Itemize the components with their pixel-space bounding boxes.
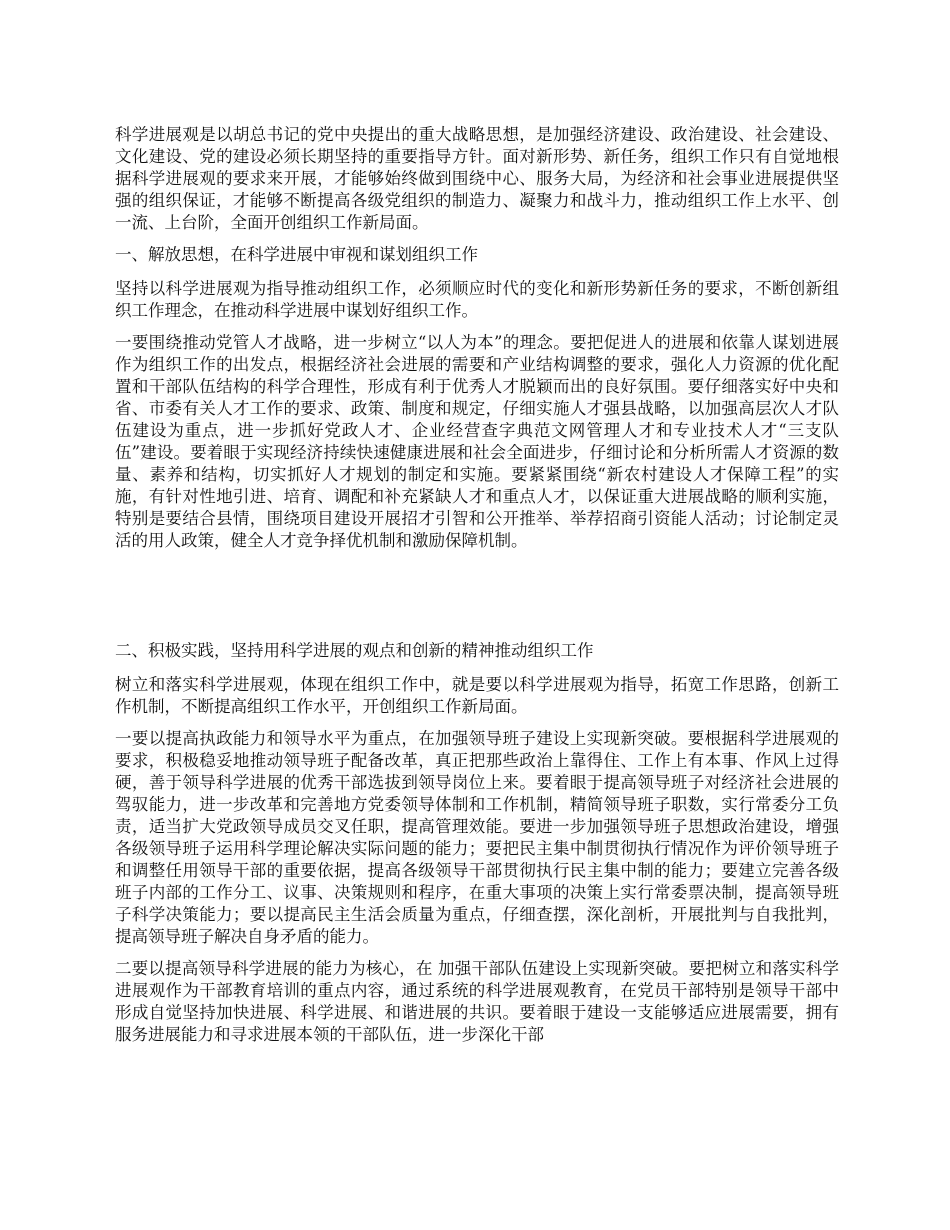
section-1-heading: 一、解放思想，在科学进展中审视和谋划组织工作 [115,245,478,264]
section-2-paragraph-2: 一要以提高执政能力和领导水平为重点，在加强领导班子建设上实现新突破。要根据科学进展观的要求，积极稳妥地推动领导班子配备改革，真正把那些政治上靠得住、工作上有本事、作风上过得硬，善于领导科学进展的优秀干部选拔到领导岗位上来。要着眼于提高领导班子对经济社会进展的驾驭能力，进一步改革和完善地方党委领导体制和工作机制，精简领导班子职数，实行常委分工负责，适当扩大党政领导成员交叉任职，提高管理效能。要进一步加强领导班子思想政治建设，增强各级领导班子运用科学理论解决实际问题的能力；要把民主集中制贯彻执行情况作为评价领导班子和调整任用领导干部的重要依据，提高各级领导干部贯彻执行民主集中制的能力；要建立完善各级班子内部的工作分工、议事、决策规则和程序，在重大事项的决策上实行常委票决制，提高领导班子科学决策能力；要以提高民主生活会质量为重点，仔细查摆，深化剖析，开展批判与自我批判，提高领导班子解决自身矛盾的能力。 [115,729,839,946]
section-1-paragraph-1: 坚持以科学进展观为指导推动组织工作，必须顺应时代的变化和新形势新任务的要求，不断创新组织工作理念，在推动科学进展中谋划好组织工作。 [115,279,839,320]
section-1-paragraph-2: 一要围绕推动党管人才战略，进一步树立“以人为本”的理念。要把促进人的进展和依靠人谋划进展作为组织工作的出发点，根据经济社会进展的需要和产业结构调整的要求，强化人力资源的优化配置和干部队伍结构的科学合理性，形成有利于优秀人才脱颖而出的良好氛围。要仔细落实好中央和省、市委有关人才工作的要求、政策、制度和规定，仔细实施人才强县战略，以加强高层次人才队伍建设为重点，进一步抓好党政人才、企业经营查字典范文网管理人才和专业技术人才“三支队伍”建设。要着眼于实现经济持续快速健康进展和社会全面进步，仔细讨论和分析所需人才资源的数量、素养和结构，切实抓好人才规划的制定和实施。要紧紧围绕“新农村建设人才保障工程”的实施，有针对性地引进、培育、调配和补充紧缺人才和重点人才，以保证重大进展战略的顺利实施，特别是要结合县情，围绕项目建设开展招才引智和公开推举、举荐招商引资能人活动；讨论制定灵活的用人政策，健全人才竞争择优机制和激励保障机制。 [115,333,839,550]
intro-paragraph: 科学进展观是以胡总书记的党中央提出的重大战略思想，是加强经济建设、政治建设、社会建设、文化建设、党的建设必须长期坚持的重要指导方针。面对新形势、新任务，组织工作只有自觉地根据科学进展观的要求来开展，才能够始终做到围绕中心、服务大局，为经济和社会事业进展提供坚强的组织保证，才能够不断提高各级党组织的制造力、凝聚力和战斗力，推动组织工作上水平、创一流、上台阶，全面开创组织工作新局面。 [115,125,839,232]
section-2-paragraph-1: 树立和落实科学进展观，体现在组织工作中，就是要以科学进展观为指导，拓宽工作思路，创新工作机制，不断提高组织工作水平，开创组织工作新局面。 [115,675,839,716]
document-body [115,124,839,1056]
section-2-paragraph-3: 二要以提高领导科学进展的能力为核心，在 加强干部队伍建设上实现新突破。要把树立和落实科学进展观作为干部教育培训的重点内容，通过系统的科学进展观教育，在党员干部特别是领导干部中形成自觉坚持加快进展、科学进展、和谐进展的共识。要着眼于建设一支能够适应进展需要，拥有服务进展能力和寻求进展本领的干部队伍，进一步深化干部 [115,959,839,1044]
blank-spacer [115,562,839,640]
section-2-heading: 二、积极实践，坚持用科学进展的观点和创新的精神推动组织工作 [115,641,594,660]
